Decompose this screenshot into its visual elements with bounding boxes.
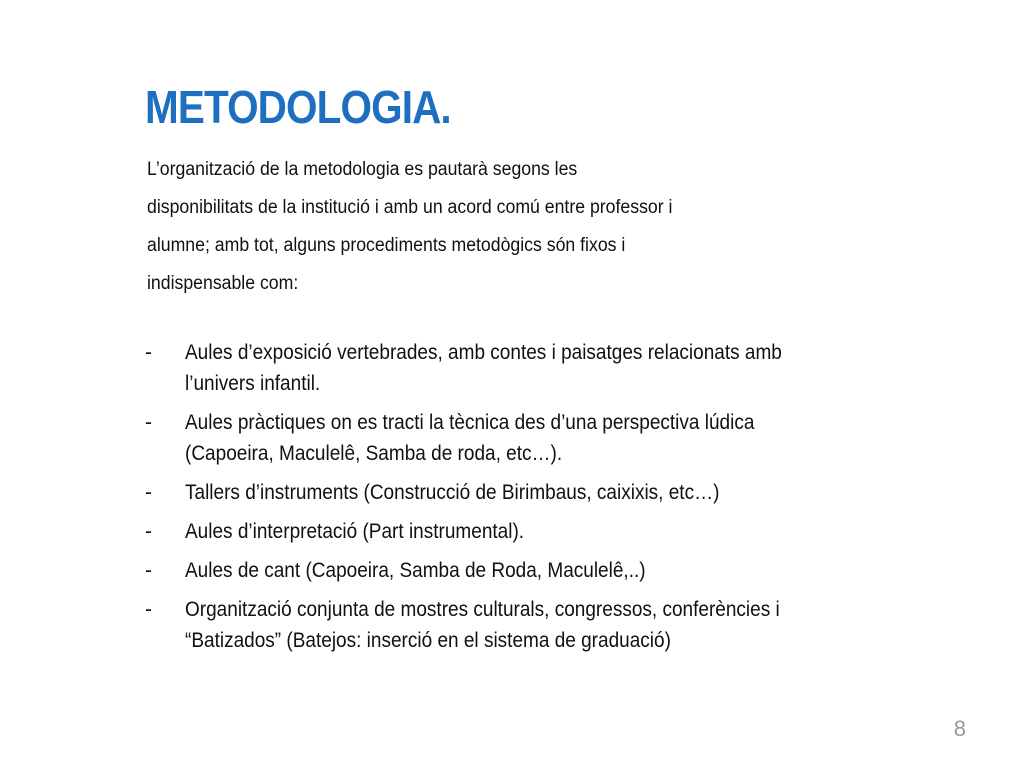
bullet-marker: - xyxy=(145,598,152,621)
list-item-line: Aules d’interpretació (Part instrumental). xyxy=(185,520,525,543)
list-item-line: Organització conjunta de mostres culturals, congressos, conferències i xyxy=(185,598,780,621)
page-number: 8 xyxy=(953,716,966,741)
intro-paragraph xyxy=(147,151,937,303)
bullet-marker: - xyxy=(145,520,152,543)
list-item-line: Aules pràctiques on es tracti la tècnica des d’una perspectiva lúdica xyxy=(185,411,755,434)
intro-line: disponibilitats de la institució i amb un acord comú entre professor i xyxy=(147,197,673,218)
intro-line: alumne; amb tot, alguns procediments metodògics són fixos i xyxy=(147,235,626,256)
bullet-marker: - xyxy=(145,341,152,364)
list-item xyxy=(145,337,975,399)
list-item-text xyxy=(185,516,972,547)
list-item-text xyxy=(185,594,972,656)
list-item xyxy=(145,516,975,547)
bullet-marker: - xyxy=(145,481,152,504)
list-item-text xyxy=(185,337,972,399)
methodology-list xyxy=(145,337,975,664)
list-item-text xyxy=(185,477,972,508)
slide-title: METODOLOGIA. xyxy=(145,81,451,133)
bullet-marker: - xyxy=(145,559,152,582)
list-item xyxy=(145,555,975,586)
list-item xyxy=(145,477,975,508)
list-item-line: (Capoeira, Maculelê, Samba de roda, etc…). xyxy=(185,442,563,465)
intro-line: L’organització de la metodologia es pautarà segons les xyxy=(147,159,578,180)
list-item xyxy=(145,407,975,469)
intro-line: indispensable com: xyxy=(147,273,299,294)
list-item-text xyxy=(185,407,972,469)
list-item-text xyxy=(185,555,972,586)
list-item-line: Tallers d’instruments (Construcció de Birimbaus, caixixis, etc…) xyxy=(185,481,720,504)
list-item-line: l’univers infantil. xyxy=(185,372,321,395)
list-item xyxy=(145,594,975,656)
list-item-line: “Batizados” (Batejos: inserció en el sistema de graduació) xyxy=(185,629,671,652)
bullet-marker: - xyxy=(145,411,152,434)
list-item-line: Aules de cant (Capoeira, Samba de Roda, Maculelê,..) xyxy=(185,559,646,582)
list-item-line: Aules d’exposició vertebrades, amb contes i paisatges relacionats amb xyxy=(185,341,782,364)
